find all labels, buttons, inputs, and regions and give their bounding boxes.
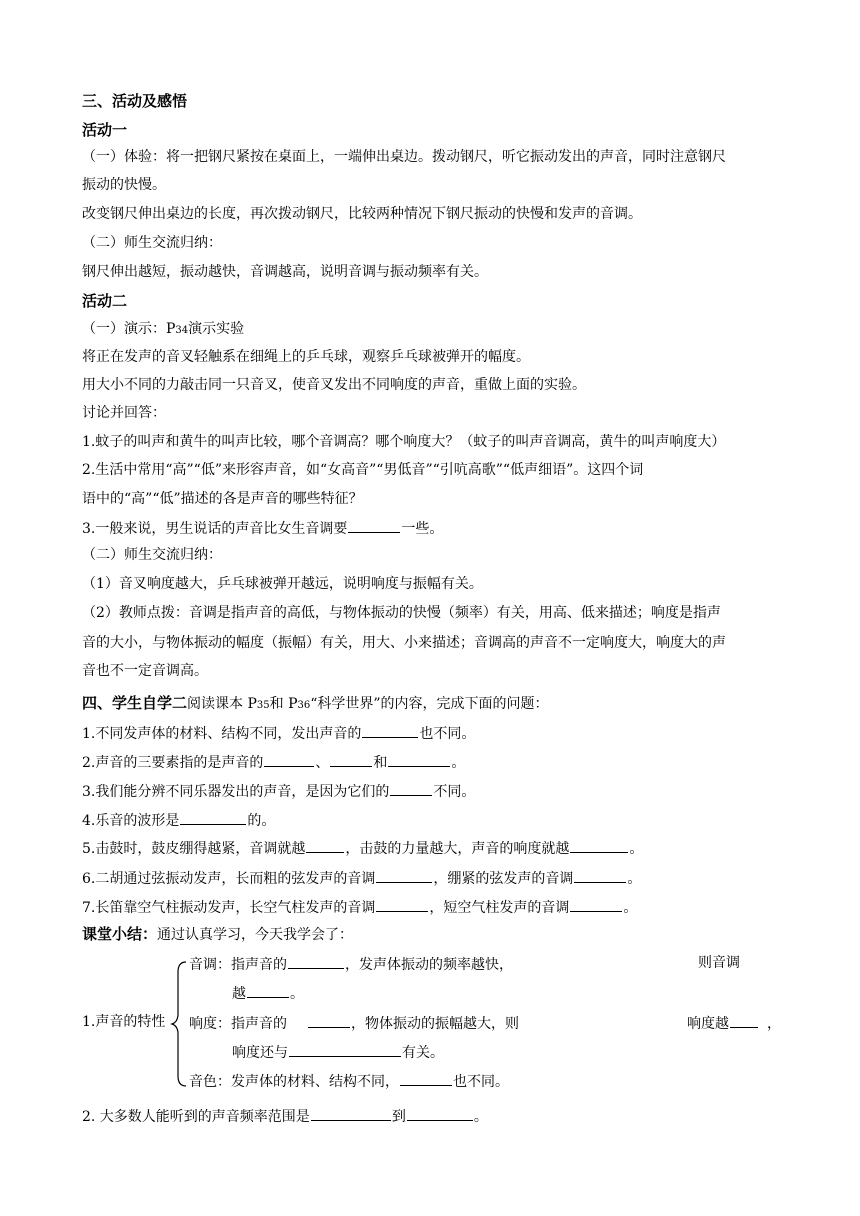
section4-header: 四、学生自学二阅读课本 P35和 P36“科学世界”的内容，完成下面的问题： (82, 694, 549, 712)
answer-blank[interactable] (247, 983, 289, 998)
self-study-item-3: 3.我们能分辨不同乐器发出的声音，是因为它们的 不同。 (82, 781, 475, 801)
activity2-demo-line2: 用大小不同的力敲击同一只音叉，使音叉发出不同响度的声音，重做上面的实验。 (82, 377, 586, 393)
answer-blank[interactable] (308, 1013, 350, 1028)
summary-point-2-line1: （2）教师点拨：音调是指声音的高低，与物体振动的快慢（频率）有关，用高、低来描述；响度是指声 (82, 605, 721, 621)
answer-blank[interactable] (180, 810, 246, 825)
activity2-title: 活动二 (82, 292, 128, 310)
answer-blank[interactable] (730, 1013, 758, 1028)
answer-blank[interactable] (570, 838, 628, 853)
self-study-item-6: 6.二胡通过弦振动发声，长而粗的弦发声的音调 ，绷紧的弦发声的音调 。 (82, 868, 641, 888)
self-study-item-7: 7.长笛靠空气柱振动发声，长空气柱发声的音调 ，短空气柱发声的音调 。 (82, 897, 637, 917)
answer-blank[interactable] (400, 1071, 452, 1086)
class-summary-header: 课堂小结：通过认真学习，今天我学会了： (82, 925, 354, 943)
answer-blank[interactable] (574, 868, 626, 883)
activity1-summary-text: 钢尺伸出越短，振动越快，音调越高，说明音调与振动频率有关。 (82, 264, 488, 280)
activity2-discuss: 讨论并回答： (82, 405, 166, 421)
activity1-exp-line3: 改变钢尺伸出桌边的长度，再次拨动钢尺，比较两种情况下钢尺振动的快慢和发声的音调。 (82, 206, 642, 222)
curly-brace-icon (170, 960, 188, 1088)
answer-blank[interactable] (570, 897, 622, 912)
sound-characteristics-label: 1.声音的特性 (82, 1014, 166, 1030)
loudness-line2: 响度还与 有关。 (232, 1042, 444, 1062)
answer-blank[interactable] (376, 897, 428, 912)
summary-item-2: 2. 大多数人能听到的声音频率范围是 到 。 (82, 1106, 488, 1126)
activity2-demo: （一）演示：P34演示实验 (82, 321, 245, 337)
answer-blank[interactable] (289, 1042, 401, 1057)
loudness-line: 响度：指声音的 ，物体振动的振幅越大，则 (189, 1013, 519, 1033)
timbre-line: 音色：发声体的材料、结构不同， 也不同。 (189, 1071, 509, 1091)
summary-point-2-line2: 音的大小，与物体振动的幅度（振幅）有关，用大、小来描述；音调高的声音不一定响度大，响度大的声 (82, 635, 726, 651)
class-summary-title: 课堂小结： (82, 925, 158, 943)
answer-blank[interactable] (376, 868, 432, 883)
self-study-item-1: 1.不同发声体的材料、结构不同，发出声音的 也不同。 (82, 723, 475, 743)
activity1-summary-title: （二）师生交流归纳： (82, 235, 222, 251)
self-study-item-4: 4.乐音的波形是 的。 (82, 810, 275, 830)
pitch-line2: 越 。 (232, 983, 304, 1003)
activity1-exp-line1: （一）体验：将一把钢尺紧按在桌面上，一端伸出桌边。拨动钢尺，听它振动发出的声音，同时注意钢尺 (82, 149, 726, 165)
answer-blank[interactable] (330, 752, 372, 767)
answer-blank[interactable] (388, 752, 450, 767)
self-study-item-2: 2.声音的三要素指的是声音的 、 和 。 (82, 752, 465, 772)
section3-title: 三、活动及感悟 (82, 92, 188, 110)
pitch-line-end: 则音调 (698, 955, 740, 971)
question-1: 1.蚊子的叫声和黄牛的叫声比较，哪个音调高？哪个响度大？（蚊子的叫声音调高，黄牛的叫声响度大） (82, 434, 726, 450)
activity2-demo-line1: 将正在发声的音叉轻触系在细绳上的乒乓球，观察乒乓球被弹开的幅度。 (82, 349, 530, 365)
summary-point-2-line3: 音也不一定音调高。 (82, 663, 208, 679)
self-study-item-5: 5.击鼓时，鼓皮绷得越紧，音调就越 ，击鼓的力量越大，声音的响度就越 。 (82, 838, 643, 858)
activity1-title: 活动一 (82, 121, 128, 139)
answer-blank[interactable] (407, 1106, 473, 1121)
question-2-line1: 2.生活中常用“高”“低”来形容声音，如“女高音”“男低音”“引吭高歌”“低声细语”。这四个词 (82, 462, 644, 478)
answer-blank[interactable] (362, 723, 418, 738)
loudness-line-end: 响度越 ， (687, 1013, 781, 1033)
activity1-exp-line2: 振动的快慢。 (82, 177, 166, 193)
answer-blank[interactable] (264, 752, 314, 767)
answer-blank[interactable] (288, 954, 344, 969)
section4-title: 四、学生自学二 (82, 694, 188, 712)
question-2-line2: 语中的“高”“低”描述的各是声音的哪些特征？ (82, 491, 363, 507)
pitch-line: 音调：指声音的 ，发声体振动的频率越快， (189, 954, 513, 974)
answer-blank[interactable] (306, 838, 344, 853)
question-3: 3.一般来说，男生说话的声音比女生音调要 一些。 (82, 518, 443, 538)
answer-blank[interactable] (348, 518, 400, 533)
activity2-summary-title: （二）师生交流归纳： (82, 547, 222, 563)
answer-blank[interactable] (311, 1106, 391, 1121)
answer-blank[interactable] (390, 781, 432, 796)
summary-point-1: （1）音叉响度越大，乒乓球被弹开越远，说明响度与振幅有关。 (82, 576, 483, 592)
